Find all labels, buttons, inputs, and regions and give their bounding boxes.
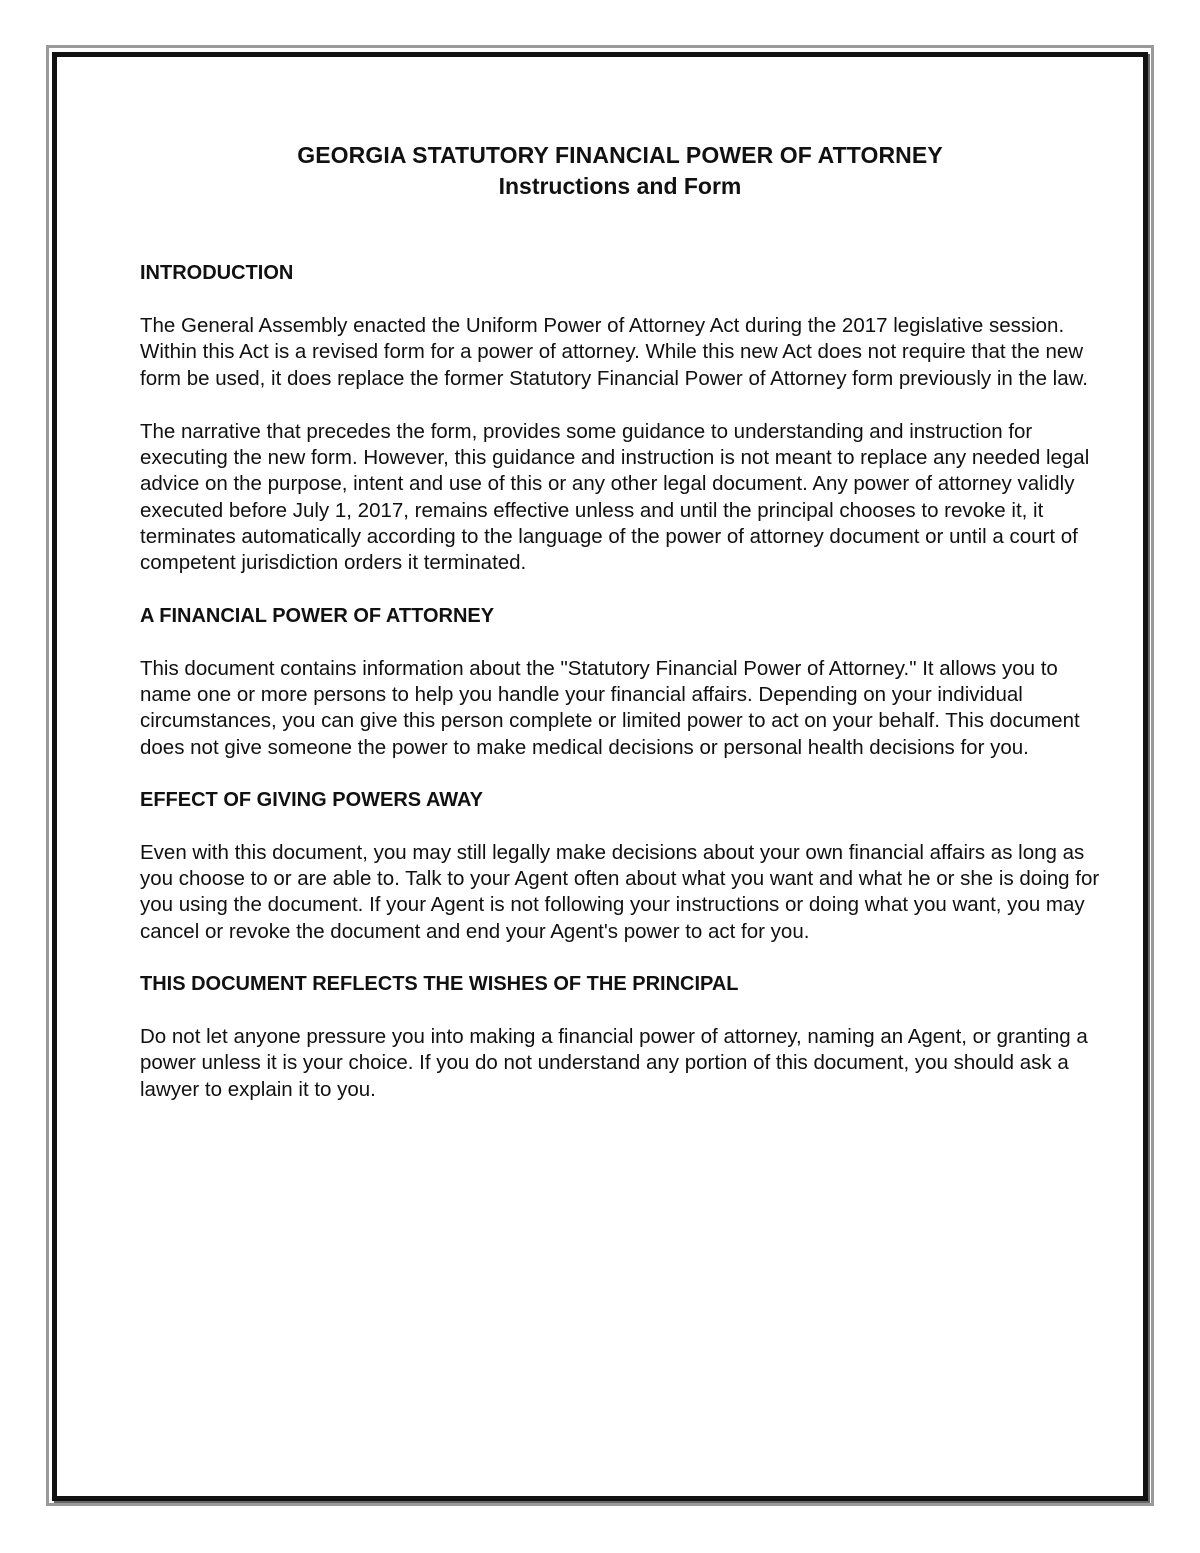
document-title: GEORGIA STATUTORY FINANCIAL POWER OF ATTORNEY [297,142,943,168]
financial-poa-paragraph: This document contains information about the "Statutory Financial Power of Attorney." It allows you to name one or more persons to help you handle your financial affairs. Depending on your individual circumstances, you can give this person complete or limited power to act on your behalf. This document does not give someone the power to make medical decisions or personal health decisions for you. [140,656,1080,759]
section-heading-financial-poa: A FINANCIAL POWER OF ATTORNEY [140,604,495,627]
effect-paragraph: Even with this document, you may still legally make decisions about your own financial affairs as long as you choose to or are able to. Talk to your Agent often about what you want and what he or she is doing for you using the document. If your Agent is not following your instructions or doing what you want, you may cancel or revoke the document and end your Agent's power to act for you. [140,840,1100,943]
introduction-paragraph-1: The General Assembly enacted the Uniform Power of Attorney Act during the 2017 legislative session. Within this Act is a revised form for a power of attorney. While this new Act does not require that the new form be used, it does replace the former Statutory Financial Power of Attorney form previously in the law. [140,314,1089,390]
section-heading-wishes: THIS DOCUMENT REFLECTS THE WISHES OF THE PRINCIPAL [140,973,739,996]
wishes-paragraph: Do not let anyone pressure you into making a financial power of attorney, naming an Agent, or granting a power unless it is your choice. If you do not understand any portion of this document, you should ask a lawyer to explain it to you. [140,1025,1088,1101]
introduction-paragraph-2: The narrative that precedes the form, provides some guidance to understanding and instruction for executing the new form. However, this guidance and instruction is not meant to replace any needed legal advice on the purpose, intent and use of this or any other legal document. Any power of attorney validly executed before July 1, 2017, remains effective unless and until the principal chooses to revoke it, it terminates automatically according to the language of the power of attorney document or until a court of competent jurisdiction orders it terminated. [140,419,1090,575]
document-body [140,140,1100,1103]
section-heading-introduction: INTRODUCTION [140,262,294,284]
document-subtitle: Instructions and Form [498,173,742,199]
section-heading-effect: EFFECT OF GIVING POWERS AWAY [140,788,483,811]
